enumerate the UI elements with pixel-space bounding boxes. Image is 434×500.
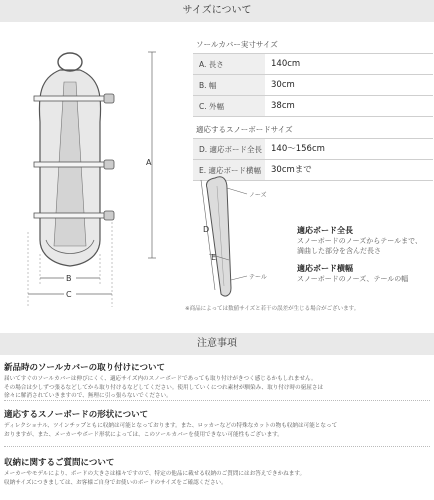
notice-heading: 収納に関するご質問について (4, 458, 115, 468)
dim-label-b: B (66, 274, 72, 283)
notice-line: メーカーやモデルにより、ボードの大きさは様々ですので、特定の他品に載せる収納のご質問にはお答えできかねます。 (4, 471, 306, 477)
spec-value: 140〜156cm (271, 144, 325, 154)
spec-row (193, 54, 433, 75)
notice-line: 届いてすぐのソールカバーは伸びにくく、適応サイズ内のスノーボードであっても取り付けがきつく感じるかもしれません。 (4, 376, 317, 382)
spec-key: D. 適応ボード全長 (193, 139, 265, 159)
notice-line: 徐々に解消されていきますので、無理に引っ張らないでください。 (4, 393, 172, 399)
sole-cover-illustration (0, 22, 190, 312)
notice-item (4, 456, 430, 487)
spec-key: B. 幅 (193, 75, 265, 95)
notice-line: 収納サイズにつきましては、お客様ご自身でお使いのボードのサイズをご確認ください。 (4, 479, 227, 486)
notice-item (4, 408, 430, 439)
spec-group-title-2: 適応するスノーボードサイズ (193, 121, 433, 139)
notice-line: その場合は少しずつ張るなどしてから取り付けるなどしてください。使用していくにつれ素材が馴染み、取り付け時の窮屈さは (4, 384, 324, 391)
notice-item (4, 361, 430, 401)
spec-group-title-1: ソールカバー実寸サイズ (193, 36, 433, 54)
spec-row (193, 75, 433, 96)
notice-body (4, 470, 430, 487)
spec-value: 30cmまで (271, 165, 312, 175)
spec-value: 140cm (271, 59, 301, 69)
spec-key: C. 外幅 (193, 96, 265, 116)
label-nose: ノーズ (249, 192, 267, 199)
caption-d-text2: 満曲した部分を含んだ長さ (297, 247, 381, 255)
dim-label-a: A (146, 158, 152, 167)
caption-board-length (297, 226, 422, 256)
spec-key: A. 長さ (193, 54, 265, 74)
section-title-notes: 注意事項 (197, 338, 237, 349)
dim-label-c: C (66, 290, 72, 299)
caption-e-title: 適応ボード横幅 (297, 264, 353, 273)
section-header-size (0, 0, 434, 22)
label-tail: テール (249, 274, 267, 281)
divider (4, 446, 430, 447)
dim-label-d: D (203, 225, 210, 234)
notice-line: おりますが、また、メーカーやボード形状によっては、このソールカバーを使用できない可能性もございます。 (4, 431, 283, 438)
spec-value: 38cm (271, 101, 295, 111)
caption-board-width (297, 264, 408, 284)
caption-d-title: 適応ボード全長 (297, 226, 353, 235)
spec-value: 30cm (271, 80, 295, 90)
spec-key: E. 適応ボード横幅 (193, 160, 265, 180)
spec-row (193, 96, 433, 117)
section-header-notes (0, 333, 434, 355)
caption-e-text: スノーボードのノーズ、テールの幅 (297, 275, 409, 283)
spec-row (193, 139, 433, 160)
notice-body (4, 422, 430, 439)
dim-label-e: E (211, 253, 217, 262)
spec-table (193, 36, 433, 181)
caption-d-text1: スノーボードのノーズからテールまで、 (297, 237, 422, 245)
divider (4, 400, 430, 401)
notice-body (4, 375, 430, 401)
size-footnote: ※商品によっては数値サイズと若干の誤差が生じる場合がございます。 (185, 306, 360, 312)
notice-heading: 新品時のソールカバーの取り付けについて (4, 363, 165, 373)
section-title-size: サイズについて (182, 5, 252, 16)
notice-heading: 適応するスノーボードの形状について (4, 410, 149, 420)
notice-line: ディレクショナル、ツインチップともに収納は可能となっております。また、ロッカーなどの特殊なカットの物も収納は可能となって (4, 423, 338, 429)
